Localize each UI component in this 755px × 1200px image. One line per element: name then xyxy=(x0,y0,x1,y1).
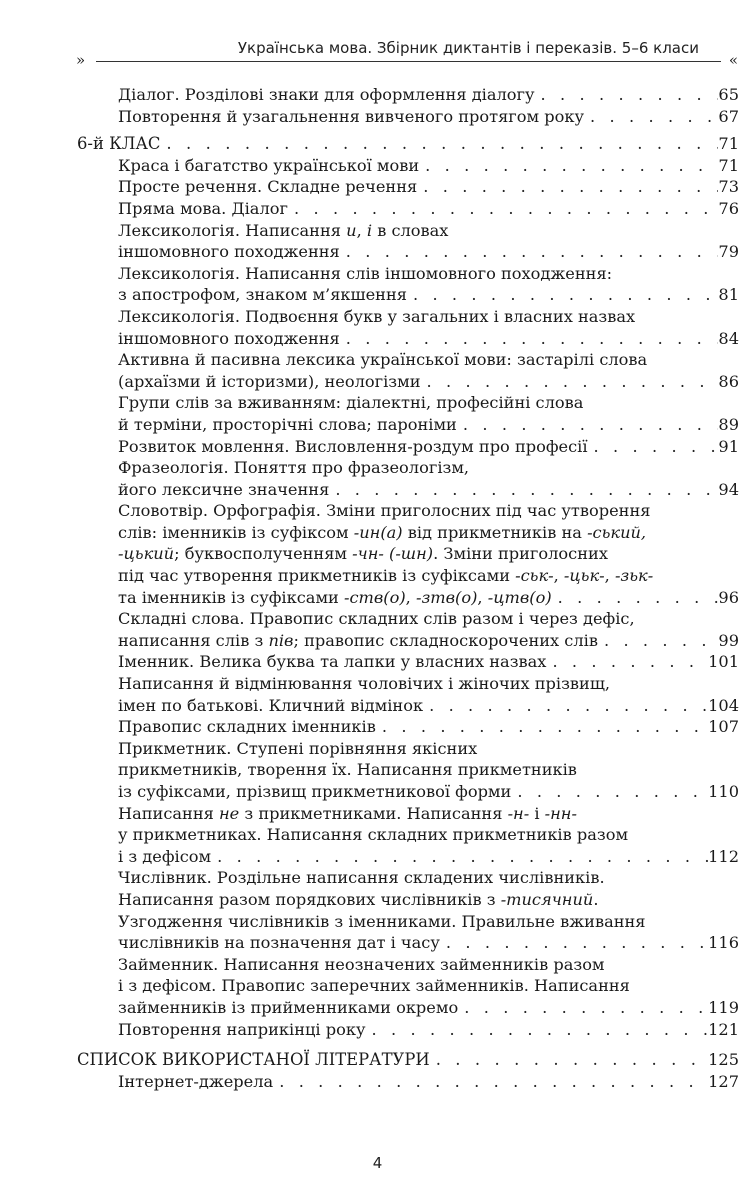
toc-page-number: 127 xyxy=(708,1071,739,1091)
toc-entry-text: та іменників із суфіксами -ств(о), -зтв(о), -цтв(о) xyxy=(118,587,552,607)
toc-entry-line xyxy=(118,436,739,458)
toc-entry-line xyxy=(118,651,739,673)
toc-entry-line: слів: іменників із суфіксом -ин(а) від прикметників на -ський, xyxy=(118,522,647,542)
toc-entry-text: Діалог. Розділові знаки для оформлення діалогу xyxy=(118,85,535,104)
toc-entry-line: Групи слів за вживанням: діалектні, професійні слова xyxy=(118,393,584,413)
toc-entry-line xyxy=(77,1049,739,1071)
page-number: 4 xyxy=(372,1154,383,1172)
toc-entry-line xyxy=(118,695,739,717)
dot-leader xyxy=(340,328,719,350)
toc-page-number: 91 xyxy=(718,436,739,456)
toc-entry-line xyxy=(118,106,739,128)
dot-leader xyxy=(273,1071,708,1093)
dot-leader xyxy=(588,436,719,458)
dot-leader xyxy=(160,133,718,155)
dot-leader xyxy=(421,371,719,393)
toc-entry-line: Прикметник. Ступені порівняння якісних xyxy=(118,738,478,758)
toc-entry[interactable] xyxy=(77,220,739,263)
toc-page-number: 96 xyxy=(718,587,739,607)
toc-entry-line xyxy=(118,716,739,738)
toc-page-number: 125 xyxy=(708,1050,739,1070)
toc-entry-line: прикметників, творення їх. Написання прикметників xyxy=(118,760,577,780)
toc-section[interactable] xyxy=(77,1049,739,1071)
toc-entry-line: Написання не з прикметниками. Написання -н- і -нн- xyxy=(118,803,577,823)
dot-leader xyxy=(535,84,719,106)
toc-entry[interactable] xyxy=(77,867,739,953)
toc-entry[interactable] xyxy=(77,436,739,458)
toc-entry-text: імен по батькові. Кличний відмінок xyxy=(118,695,424,715)
toc-page-number: 107 xyxy=(708,717,739,737)
toc-entry[interactable] xyxy=(77,673,739,716)
dot-leader xyxy=(376,716,708,738)
dot-leader xyxy=(423,695,708,717)
toc-entry[interactable] xyxy=(77,608,739,651)
toc-entry-text: Правопис складних іменників xyxy=(118,717,376,737)
dot-leader xyxy=(288,198,718,220)
toc-page-number: 71 xyxy=(718,155,739,175)
toc-entry-line xyxy=(118,155,739,177)
toc-entry-line xyxy=(118,284,739,306)
toc-entry-text: Іменник. Велика буква та лапки у власних назвах xyxy=(118,652,547,672)
toc-entry-text: написання слів з пів; правопис складноскорочених слів xyxy=(118,630,598,650)
toc-page-number: 73 xyxy=(718,177,739,197)
toc-page-number: 101 xyxy=(708,652,739,672)
toc-entry[interactable] xyxy=(77,306,739,349)
dot-leader xyxy=(511,781,708,803)
toc-entry-text: із суфіксами, прізвищ прикметникової форми xyxy=(118,782,512,801)
toc-page-number: 119 xyxy=(708,997,739,1017)
ornament-right-icon: « xyxy=(728,51,738,69)
toc-entry[interactable] xyxy=(77,738,739,803)
toc-entry-line: і з дефісом. Правопис заперечних займенників. Написання xyxy=(118,976,630,996)
toc-entry[interactable] xyxy=(77,198,739,220)
toc-entry[interactable] xyxy=(77,803,739,868)
toc-entry-line: під час утворення прикметників із суфіксами -ськ-, -цьк-, -зьк- xyxy=(118,566,654,586)
toc-entry-line xyxy=(118,198,739,220)
dot-leader xyxy=(598,630,718,652)
toc-entry-line xyxy=(118,84,739,106)
toc-entry-text: займенників із прийменниками окремо xyxy=(118,997,459,1017)
toc-entry[interactable] xyxy=(77,1019,739,1041)
dot-leader xyxy=(417,176,718,198)
dot-leader xyxy=(440,932,708,954)
toc-entry[interactable] xyxy=(77,716,739,738)
dot-leader xyxy=(366,1019,709,1041)
toc-entry-line xyxy=(77,133,739,155)
toc-entry-text: числівників на позначення дат і часу xyxy=(118,933,440,953)
dot-leader xyxy=(584,106,718,128)
toc-entry-line xyxy=(118,176,739,198)
toc-entry-text: Пряма мова. Діалог xyxy=(118,198,288,218)
toc-page-number: 71 xyxy=(718,134,739,154)
toc-entry-line xyxy=(118,932,739,954)
dot-leader xyxy=(329,479,718,501)
toc-entry-line xyxy=(118,587,739,609)
toc-entry[interactable] xyxy=(77,500,739,608)
toc-entry-line xyxy=(118,328,739,350)
toc-entry-line xyxy=(118,846,739,868)
toc-entry-line: Узгодження числівників з іменниками. Правильне вживання xyxy=(118,911,646,931)
toc-entry[interactable] xyxy=(77,84,739,106)
ornament-left-icon: » xyxy=(76,51,86,69)
toc-entry-line: Займенник. Написання неозначених займенників разом xyxy=(118,954,605,974)
toc-page-number: 94 xyxy=(718,479,739,499)
toc-page-number: 86 xyxy=(718,371,739,391)
toc-page-number: 99 xyxy=(718,630,739,650)
toc-entry-line xyxy=(118,371,739,393)
toc-page-number: 76 xyxy=(718,198,739,218)
toc-entry-text: з апострофом, знаком м’якшення xyxy=(118,285,407,305)
toc-entry-line: Числівник. Роздільне написання складених числівників. xyxy=(118,868,605,888)
toc-page-number: 89 xyxy=(718,414,739,434)
toc-entry-text: Повторення й узагальнення вивченого протягом року xyxy=(118,106,585,126)
toc-entry-text: його лексичне значення xyxy=(118,479,330,499)
toc-entry-line xyxy=(118,414,739,436)
toc-entry[interactable] xyxy=(77,954,739,1019)
toc-entry-line xyxy=(118,997,739,1019)
dot-leader xyxy=(430,1049,708,1071)
toc-entry-line: Складні слова. Правопис складних слів разом і через дефіс, xyxy=(118,609,635,629)
table-of-contents xyxy=(77,84,739,1092)
toc-page-number: 116 xyxy=(708,933,739,953)
toc-entry-line: Лексикологія. Подвоєння букв у загальних і власних назвах xyxy=(118,306,636,326)
dot-leader xyxy=(546,651,708,673)
toc-entry[interactable] xyxy=(77,457,739,500)
toc-entry[interactable] xyxy=(77,155,739,177)
toc-entry-text: (архаїзми й історизми), неологізми xyxy=(118,371,421,391)
toc-entry-text: 6-й КЛАС xyxy=(77,134,161,154)
running-head xyxy=(78,39,737,57)
toc-page-number: 110 xyxy=(708,782,739,801)
toc-entry-text: і з дефісом xyxy=(118,846,212,866)
dot-leader xyxy=(419,155,718,177)
dot-leader xyxy=(211,846,708,868)
toc-entry[interactable] xyxy=(77,106,739,128)
toc-section[interactable] xyxy=(77,133,739,155)
toc-entry-text: Просте речення. Складне речення xyxy=(118,177,418,197)
toc-entry-line xyxy=(118,781,739,803)
toc-entry[interactable] xyxy=(77,263,739,306)
toc-entry-text: й терміни, просторічні слова; пароніми xyxy=(118,414,457,434)
toc-entry-text: Повторення наприкінці року xyxy=(118,1019,366,1039)
header-rule xyxy=(96,61,721,62)
dot-leader xyxy=(457,414,719,436)
toc-entry-line: Активна й пасивна лексика української мови: застарілі слова xyxy=(118,350,648,370)
toc-page-number: 79 xyxy=(718,242,739,262)
toc-entry-line: у прикметниках. Написання складних прикметників разом xyxy=(118,825,629,845)
toc-entry-text: іншомовного походження xyxy=(118,328,340,348)
toc-page-number: 81 xyxy=(718,285,739,305)
toc-entry-text: Розвиток мовлення. Висловлення-роздум про професії xyxy=(118,436,588,456)
toc-entry[interactable] xyxy=(77,392,739,435)
toc-page-number: 104 xyxy=(708,695,739,715)
toc-entry-line: Написання разом порядкових числівників з -тисячний. xyxy=(118,889,599,909)
toc-entry-text: іншомовного походження xyxy=(118,242,340,262)
toc-entry[interactable] xyxy=(77,1071,739,1093)
running-title: Українська мова. Збірник диктантів і переказів. 5–6 класи xyxy=(237,39,699,57)
toc-entry-line: Словотвір. Орфографія. Зміни приголосних під час утворення xyxy=(118,501,651,521)
toc-page-number: 121 xyxy=(708,1019,739,1039)
toc-entry-text: Інтернет-джерела xyxy=(118,1071,274,1091)
toc-entry[interactable] xyxy=(77,349,739,392)
toc-entry-line: Лексикологія. Написання и, і в словах xyxy=(118,220,449,240)
toc-entry-line xyxy=(118,1019,739,1041)
toc-entry[interactable] xyxy=(77,651,739,673)
toc-entry-line: Написання й відмінювання чоловічих і жіночих прізвищ, xyxy=(118,674,611,694)
toc-entry-line: Лексикологія. Написання слів іншомовного походження: xyxy=(118,263,613,283)
toc-entry[interactable] xyxy=(77,176,739,198)
toc-entry-text: Краса і багатство української мови xyxy=(118,155,420,175)
toc-entry-line: Фразеологія. Поняття про фразеологізм, xyxy=(118,458,470,478)
toc-entry-line: -цький; буквосполученням -чн- (-шн). Зміни приголосних xyxy=(118,544,608,564)
toc-entry-line xyxy=(118,630,739,652)
toc-entry-text: СПИСОК ВИКОРИСТАНОЇ ЛІТЕРАТУРИ xyxy=(77,1050,430,1070)
toc-page-number: 112 xyxy=(708,846,739,866)
toc-entry-line xyxy=(118,241,739,263)
toc-entry-line xyxy=(118,479,739,501)
toc-page-number: 84 xyxy=(718,328,739,348)
dot-leader xyxy=(340,241,719,263)
dot-leader xyxy=(552,587,719,609)
toc-entry-line xyxy=(118,1071,739,1093)
toc-page-number: 67 xyxy=(718,106,739,126)
dot-leader xyxy=(407,284,718,306)
toc-page-number: 65 xyxy=(718,85,739,104)
dot-leader xyxy=(458,997,708,1019)
